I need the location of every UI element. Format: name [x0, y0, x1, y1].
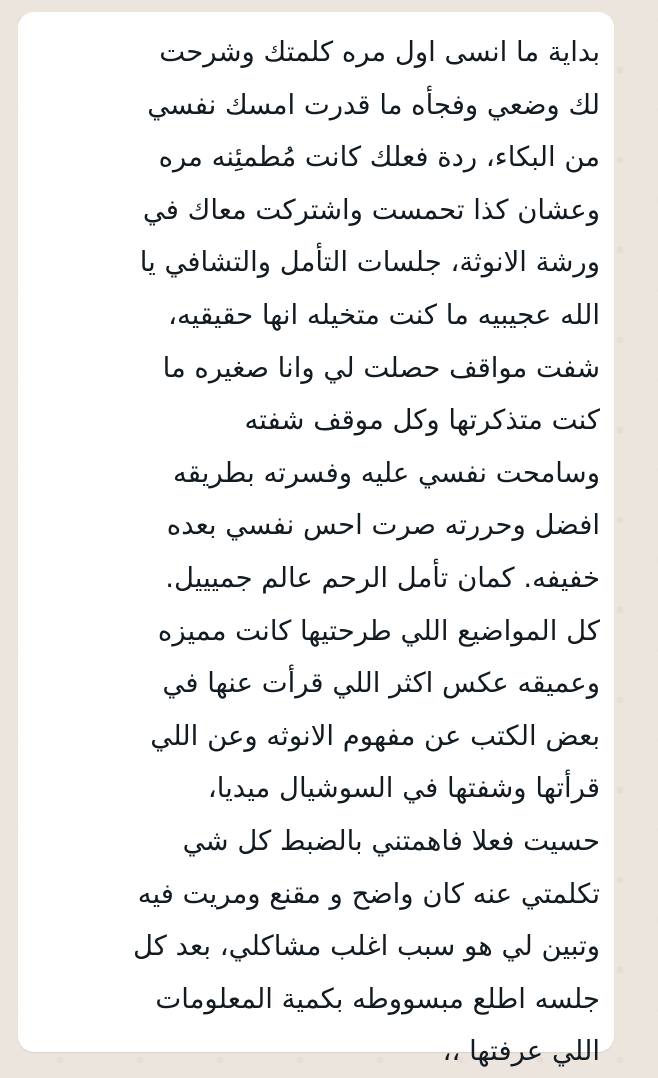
message-line: بعض الكتب عن مفهوم الانوثه وعن اللي [150, 719, 600, 752]
message-line: ورشة الانوثة، جلسات التأمل والتشافي يا [139, 246, 600, 279]
message-line: بداية ما انسى اول مره كلمتك وشرحت [159, 36, 600, 68]
message-line: وعميقه عكس اكثر اللي قرأت عنها في [162, 667, 600, 700]
message-line: حسيت فعلا فاهمتني بالضبط كل شي [182, 824, 600, 857]
message-line: قرأتها وشفتها في السوشيال ميديا، [207, 772, 600, 805]
message-line: كنت متذكرتها وكل موقف شفته [244, 404, 600, 437]
message-line: خفيفه. كمان تأمل الرحم عالم جميييل. [165, 561, 600, 594]
message-line: الله عجيبيه ما كنت متخيله انها حقيقيه، [168, 298, 600, 331]
message-line: اللي عرفتها ،، [442, 1035, 600, 1068]
message-line: لك وضعي وفجأه ما قدرت امسك نفسي [147, 88, 600, 121]
message-line: وسامحت نفسي عليه وفسرته بطريقه [173, 456, 600, 489]
incoming-message-bubble[interactable] [18, 12, 614, 1068]
message-line: من البكاء، ردة فعلك كانت مُطمئِنه مره [158, 141, 600, 174]
message-line: جلسه اطلع مبسووطه بكمية المعلومات [155, 982, 600, 1015]
message-line: وتبين لي هو سبب اغلب مشاكلي، بعد كل [132, 930, 600, 963]
message-line: تكلمتي عنه كان واضح و مقنع ومريت فيه [137, 877, 600, 910]
message-line: كل المواضيع اللي طرحتيها كانت مميزه [157, 614, 600, 647]
message-text [24, 26, 600, 1078]
message-line: وعشان كذا تحمست واشتركت معاك في [142, 193, 600, 226]
message-line: افضل وحررته صرت احس نفسي بعده [166, 509, 600, 542]
message-line: شفت مواقف حصلت لي وانا صغيره ما [162, 351, 600, 384]
